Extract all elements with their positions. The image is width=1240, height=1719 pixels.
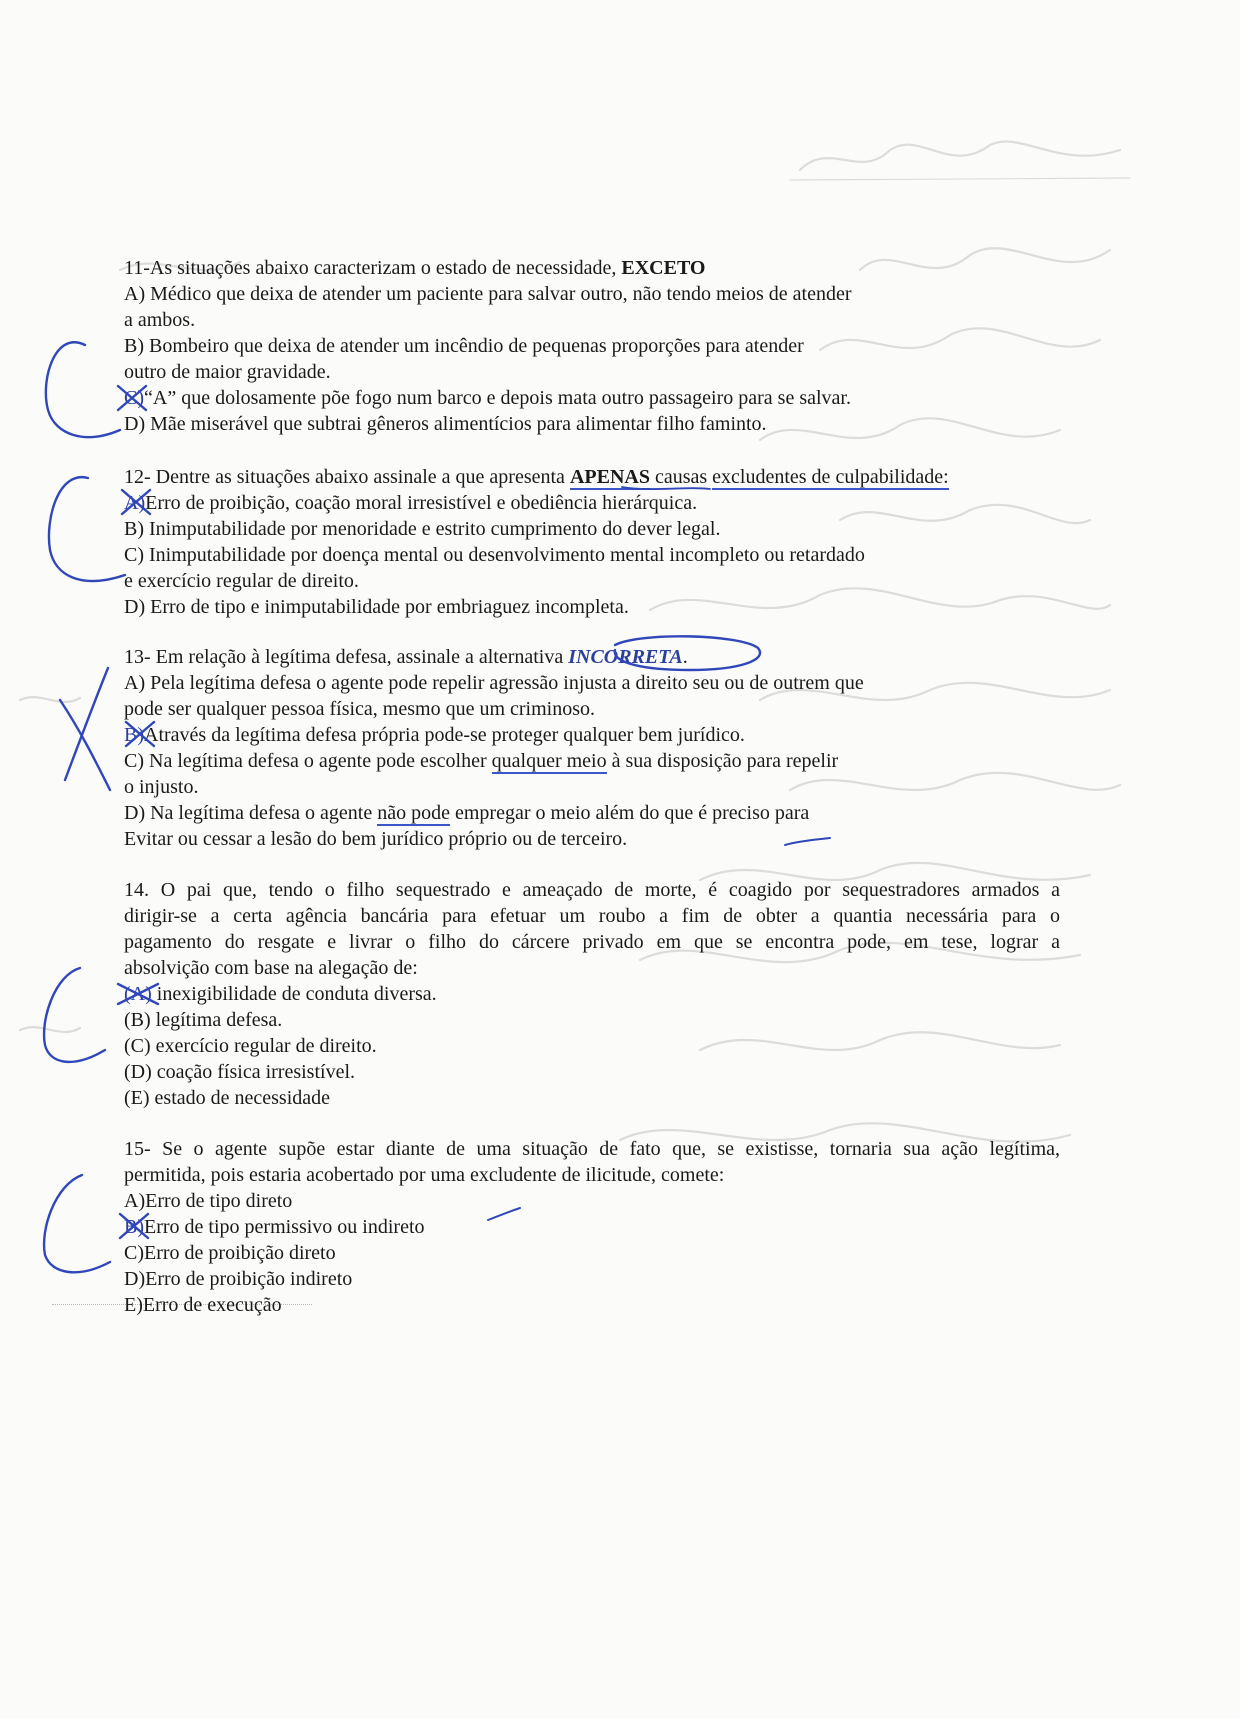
question-13-option-c-cont: o injusto. xyxy=(124,776,199,798)
question-15-option-b: B)Erro de tipo permissivo ou indireto xyxy=(124,1216,425,1238)
question-14-option-c: (C) exercício regular de direito. xyxy=(124,1035,377,1057)
question-11-option-b: B) Bombeiro que deixa de atender um incêndio de pequenas proporções para atender xyxy=(124,335,804,357)
question-11-option-b-cont: outro de maior gravidade. xyxy=(124,361,331,383)
question-15-option-e: E)Erro de execução xyxy=(124,1294,282,1316)
question-15-stem-line-1: 15- Se o agente supõe estar diante de uma situação de fato que, se existisse, tornaria sua ação legítima, xyxy=(124,1138,1060,1160)
question-11-option-a: A) Médico que deixa de atender um paciente para salvar outro, não tendo meios de atender xyxy=(124,283,852,305)
question-14-option-e: (E) estado de necessidade xyxy=(124,1087,331,1109)
question-15-option-d: D)Erro de proibição indireto xyxy=(124,1268,353,1290)
crossed-option-letter: (A) xyxy=(124,983,152,1005)
question-12-option-c-cont: e exercício regular de direito. xyxy=(124,570,359,592)
question-13-option-b: B)Através da legítima defesa própria pode-se proteger qualquer bem jurídico. xyxy=(124,724,745,746)
question-14-stem-line-1: 14. O pai que, tendo o filho sequestrado e ameaçado de morte, é coagido por sequestradores armados a xyxy=(124,879,1060,901)
question-14-option-d: (D) coação física irresistível. xyxy=(124,1061,356,1083)
question-12-option-b: B) Inimputabilidade por menoridade e estrito cumprimento do dever legal. xyxy=(124,518,721,540)
question-11-stem: 11-As situações abaixo caracterizam o estado de necessidade, EXCETO xyxy=(124,257,706,279)
question-15-stem-line-2: permitida, pois estaria acobertado por uma excludente de ilicitude, comete: xyxy=(124,1164,725,1186)
crossed-option-letter: B) xyxy=(124,724,144,746)
grade-mark-q11 xyxy=(46,342,120,437)
question-12-option-c: C) Inimputabilidade por doença mental ou desenvolvimento mental incompleto ou retardado xyxy=(124,544,865,566)
question-13-option-c: C) Na legítima defesa o agente pode escolher qualquer meio à sua disposição para repelir xyxy=(124,750,839,772)
question-13-option-a: A) Pela legítima defesa o agente pode repelir agressão injusta a direito seu ou de outrem que xyxy=(124,672,864,694)
crossed-option-letter: B) xyxy=(124,1216,144,1238)
crossed-option-letter: C) xyxy=(124,387,144,409)
question-12-option-d: D) Erro de tipo e inimputabilidade por embriaguez incompleta. xyxy=(124,596,629,618)
question-13-option-d: D) Na legítima defesa o agente não pode empregar o meio além do que é preciso para xyxy=(124,802,810,824)
question-13-option-d-cont: Evitar ou cessar a lesão do bem jurídico próprio ou de terceiro. xyxy=(124,828,628,850)
question-11-option-a-cont: a ambos. xyxy=(124,309,196,331)
question-14-option-b: (B) legítima defesa. xyxy=(124,1009,283,1031)
question-12-option-a: A)Erro de proibição, coação moral irresistível e obediência hierárquica. xyxy=(124,492,698,514)
question-15-option-a: A)Erro de tipo direto xyxy=(124,1190,293,1212)
question-14-stem-line-3: pagamento do resgate e livrar o filho do cárcere privado em que se encontra pode, em tese, lograr a xyxy=(124,931,1060,953)
grade-mark-q14 xyxy=(44,968,105,1062)
question-11-option-c: C)“A” que dolosamente põe fogo num barco e depois mata outro passageiro para se salvar. xyxy=(124,387,851,409)
question-13-stem: 13- Em relação à legítima defesa, assinale a alternativa INCORRETA. xyxy=(124,646,688,668)
question-12-stem: 12- Dentre as situações abaixo assinale a que apresenta APENAS causas excludentes de culpabilidade: xyxy=(124,466,949,488)
question-14-stem-line-4: absolvição com base na alegação de: xyxy=(124,957,418,979)
grade-mark-q15 xyxy=(44,1175,110,1272)
grade-mark-q13 xyxy=(60,668,110,790)
circled-word: INCORRETA xyxy=(568,646,683,668)
question-11-option-d: D) Mãe miserável que subtrai gêneros alimentícios para alimentar filho faminto. xyxy=(124,413,767,435)
question-13-option-a-cont: pode ser qualquer pessoa física, mesmo que um criminoso. xyxy=(124,698,595,720)
question-14-option-a: (A) inexigibilidade de conduta diversa. xyxy=(124,983,437,1005)
grade-mark-q12 xyxy=(49,477,125,581)
question-14-stem-line-2: dirigir-se a certa agência bancária para efetuar um roubo a fim de obter a quantia necessária para o xyxy=(124,905,1060,927)
crossed-option-letter: A) xyxy=(124,492,146,514)
question-15-option-c: C)Erro de proibição direto xyxy=(124,1242,336,1264)
